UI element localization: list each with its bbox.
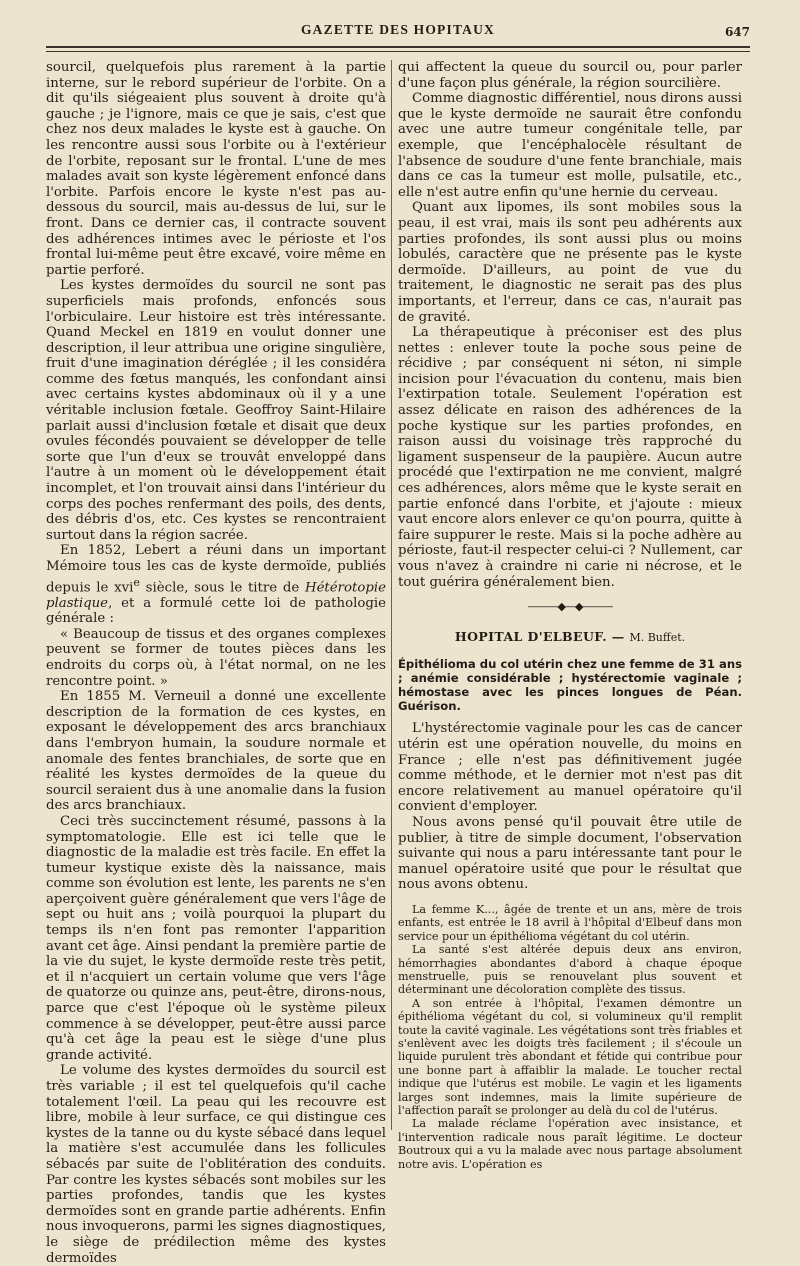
left-column — [46, 60, 386, 1266]
paragraph: Comme diagnostic différentiel, nous dirons aussi que le kyste dermoïde ne saurait être confondu avec une autre tumeur congénitale telle, par exemple, que l'encéphalocèle résultant de l'absence de soudure d'une fente branchiale, mais dans ce cas la tumeur est molle, pulsatile, etc., elle n'est autre enfin qu'une hernie du cerveau. — [398, 91, 742, 200]
observation-paragraph: A son entrée à l'hôpital, l'examen démontre un épithélioma végétant du col, si volumineux qu'il remplit toute la cavité vaginale. Les végétations sont très friables et s'enlèvent avec les doigts très facilement ; il s'écoule un liquide purulent très abondant et fétide qui contribue pour une bonne part à affaiblir la malade. Le toucher rectal indique que l'utérus est mobile. Le vagin et les ligaments larges sont indemnes, mais la limite supérieure de l'affection paraît se prolonger au delà du col de l'utérus. — [398, 996, 742, 1117]
observation-paragraph: La malade réclame l'opération avec insistance, et l'intervention radicale nous paraît légitime. Le docteur Boutroux qui a vu la malade avec nous partage absolument notre avis. L'opération es — [398, 1117, 742, 1171]
paragraph: Quant aux lipomes, ils sont mobiles sous la peau, il est vrai, mais ils sont peu adhérents aux parties profondes, ils sont aussi plus ou moins lobulés, caractère que ne présente pas le kyste dermoïde. D'ailleurs, au point de vue du traitement, le diagnostic ne serait pas des plus importants, et l'erreur, dans ce cas, n'aurait pas de gravité. — [398, 200, 742, 325]
observation-paragraph: La femme K..., âgée de trente et un ans, mère de trois enfants, est entrée le 18 avril à l'hôpital d'Elbeuf dans mon service pour un épithélioma végétant du col utérin. — [398, 902, 742, 943]
paragraph: Le volume des kystes dermoïdes du sourcil est très variable ; il est tel quelquefois qu'il cache totalement l'œil. La peau qui les recouvre est libre, mobile à leur surface, ce qui distingue ces kystes de la tanne ou du kyste sébacé dans lequel la matière s'est accumulée dans les follicules sébacés par suite de l'oblitération des conduits. Par contre les kystes sébacés sont mobiles sur les parties profondes, tandis que les kystes dermoïdes sont en grande partie adhérents. Enfin nous invoquerons, parmi les signes diagnostiques, le siège de prédilection même des kystes dermoïdes — [46, 1063, 386, 1266]
hospital-name: HOPITAL D'ELBEUF. — — [454, 628, 625, 644]
text-run: siècle, sous le titre de — [139, 580, 305, 596]
journal-title: GAZETTE DES HOPITAUX — [300, 22, 496, 37]
right-column — [398, 60, 742, 1171]
paragraph: En 1855 M. Verneuil a donné une excellente description de la formation de ces kystes, en exposant le développement des arcs branchiaux dans l'embryon humain, la soudure normale et anomale des fentes branchiales, de sorte que en réalité les kystes dermoïdes de la queue du sourcil seraient dus à une anomalie dans la fusion des arcs branchiaux. — [46, 689, 386, 814]
paragraph — [46, 543, 386, 626]
paragraph: Les kystes dermoïdes du sourcil ne sont pas superficiels mais profonds, enfoncés sous l'orbiculaire. Leur histoire est très intéressante. Quand Meckel en 1819 en voulut donner une description, il leur attribua une origine singulière, fruit d'une imagination déréglée ; il les considéra comme des fœtus manqués, les confondant ainsi avec certains kystes abdominaux où il y a une véritable inclusion fœtale. Geoffroy Saint-Hilaire parlait aussi d'inclusion fœtale et disait que deux ovules fécondés pouvaient se développer de telle sorte que l'un d'eux se trouvât enveloppé dans l'autre à un moment où le développement était incomplet, et l'on trouvait ainsi dans l'intérieur du corps des poches renfermant des poils, des dents, des débris d'os, etc. Ces kystes se rencontraient surtout dans la région sacrée. — [46, 278, 386, 543]
paragraph: L'hystérectomie vaginale pour les cas de cancer utérin est une opération nouvelle, du moins en France ; elle n'est pas définitivement jugée comme méthode, et le dernier mot n'est pas dit encore relativement au manuel opératoire qu'il convient d'employer. — [398, 721, 742, 815]
page-number: 647 — [724, 25, 750, 39]
case-heading: Épithélioma du col utérin chez une femme de 31 ans ; anémie considérable ; hystérectomie vaginale ; hémostase avec les pinces longues de Péan. Guérison. — [398, 657, 742, 714]
italic-title: Hétérotopie plastique — [46, 580, 386, 611]
spacer — [398, 893, 742, 903]
header-rule-thick — [46, 46, 750, 48]
column-divider — [391, 60, 392, 1130]
paragraph: sourcil, quelquefois plus rarement à la partie interne, sur le rebord supérieur de l'orbite. On a dit qu'ils siégeaient plus souvent à droite qu'à gauche ; je l'ignore, mais ce que je sais, c'est que chez nos deux malades le kyste est à gauche. On les rencontre aussi sous l'orbite ou à l'extérieur de l'orbite, reposant sur le frontal. L'une de mes malades avait son kyste légèrement enfoncé dans l'orbite. Parfois encore le kyste n'est pas au-dessous du sourcil, mais au-dessus de lui, sur le front. Dans ce dernier cas, il contracte souvent des adhérences intimes avec le périoste et l'os frontal lui-même peut être excavé, voire même en partie perforé. — [46, 60, 386, 278]
section-title — [398, 629, 742, 646]
header-rule-thin — [46, 51, 750, 52]
case-observation — [398, 903, 742, 1171]
section-ornament: ———◆—◆——— — [527, 600, 613, 614]
text-run: , et a formulé cette loi de pathologie générale : — [46, 595, 386, 627]
paragraph: La thérapeutique à préconiser est des plus nettes : enlever toute la poche sous peine de récidive ; par conséquent ni séton, ni simple incision pour l'évacuation du contenu, mais bien l'extirpation totale. Seulement l'opération est assez délicate en raison des adhérences de la poche kystique sur les parties profondes, en raison aussi du voisinage très rapproché du ligament suspenseur de la paupière. Aucun autre procédé que l'extirpation ne me convient, malgré ces adhérences, alors même que le kyste serait en partie enfoncé dans l'orbite, et j'ajoute : mieux vaut encore alors enlever ce qu'on pourra, quitte à faire suppurer le reste. Mais si la poche adhère au périoste, faut-il respecter celui-ci ? Nullement, car vous n'avez à craindre ni carie ni nécrose, et le tout guérira généralement bien. — [398, 325, 742, 590]
paragraph: Nous avons pensé qu'il pouvait être utile de publier, à titre de simple document, l'observation suivante qui nous a paru intéressante tant pour le manuel opératoire usité que pour le résultat que nous avons obtenu. — [398, 814, 742, 893]
superscript: e — [133, 575, 140, 589]
section-author: M. Buffet. — [629, 630, 686, 644]
text-run: En 1852, Lebert a réuni dans un important Mémoire tous les cas de kyste dermoïde, publiés depuis le xvi — [46, 543, 386, 596]
page-header — [46, 22, 750, 42]
paragraph: Ceci très succinctement résumé, passons à la symptomatologie. Elle est ici telle que le diagnostic de la maladie est très facile. En effet la tumeur kystique existe dès la naissance, mais comme son évolution est lente, les parents ne s'en aperçoivent guère généralement que vers l'âge de sept ou huit ans ; voilà pourquoi la plupart du temps ils n'en font pas remonter l'apparition avant cet âge. Ainsi pendant la première partie de la vie du sujet, le kyste dermoïde reste très petit, et il n'acquiert un certain volume que vers l'âge de quatorze ou quinze ans, peut-être, dirons-nous, parce que c'est l'époque où le système pileux commence à se développer, peut-être aussi parce qu'à cet âge la peau est le siège d'une plus grande activité. — [46, 813, 386, 1063]
observation-paragraph: La santé s'est altérée depuis deux ans environ, hémorrhagies abondantes d'abord à chaque époque menstruelle, puis se renouvelant plus souvent et déterminant une décoloration complète des tissus. — [398, 943, 742, 997]
quotation: « Beaucoup de tissus et des organes complexes peuvent se former de toutes pièces dans les endroits du corps où, à l'état normal, on ne les rencontre point. » — [46, 626, 386, 689]
paragraph: qui affectent la queue du sourcil ou, pour parler d'une façon plus générale, la région sourcilière. — [398, 60, 742, 91]
